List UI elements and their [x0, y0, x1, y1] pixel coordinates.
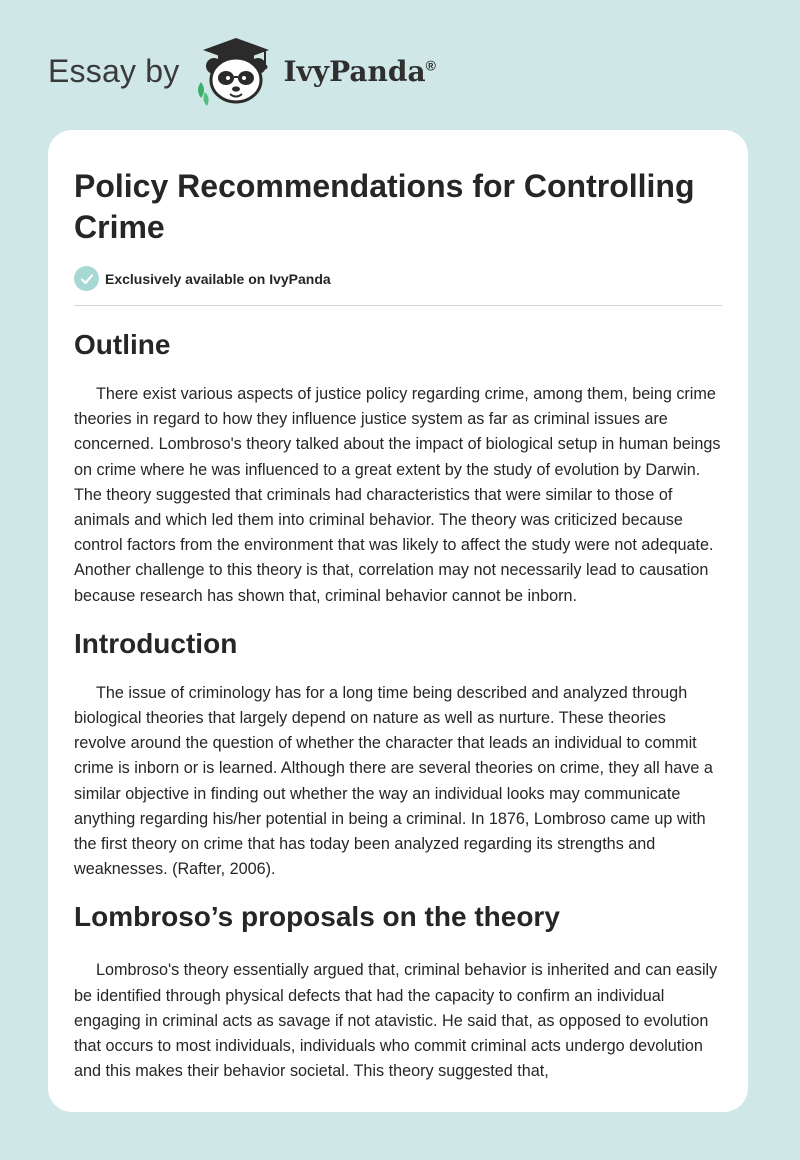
exclusive-label: Exclusively available on IvyPanda: [105, 270, 331, 287]
essay-content: [48, 130, 748, 1084]
essay-card: [48, 130, 748, 1112]
section-text-lombroso: Lombroso's theory essentially argued that, criminal behavior is inherited and can easily be identified through physical defects that had the capacity to confirm an individual engaging in criminal acts as savage if not atavistic. He said that, as opposed to evolution that occurs to most individuals, individuals who commit criminal acts undergo devolution and this makes their behavior societal. This theory suggested that,: [74, 961, 718, 1081]
check-icon: [74, 266, 99, 291]
essay-title: Policy Recommendations for Controlling Crime: [74, 168, 695, 245]
site-header: [48, 36, 548, 106]
panda-logo-icon[interactable]: [193, 36, 279, 106]
section-text-outline: There exist various aspects of justice policy regarding crime, among them, being crime theories in regard to how they influence justice system as far as criminal issues are concerned. Lombroso's theory talked about the impact of biological setup in human beings on crime where he was influenced to a great extent by the study of evolution by Darwin. The theory suggested that criminals had characteristics that were similar to those of animals and which led them into criminal behavior. The theory was criticized because control factors from the environment that was likely to affect the study were not adequate. Another challenge to this theory is that, correlation may not necessarily lead to causation because research has shown that, criminal behavior cannot be inborn.: [74, 385, 721, 605]
divider: [74, 305, 722, 306]
exclusive-badge: [74, 266, 722, 291]
section-text-introduction: The issue of criminology has for a long time being described and analyzed through biological theories that largely depend on nature as well as nurture. These theories revolve around the question of whether the character that leads an individual to commit crime is inborn or is learned. Although there are several theories on crime, they all have a similar objective in finding out whether the way an individual looks may communicate anything regarding his/her potential in being a criminal. In 1876, Lombroso came up with the first theory on crime that has today been analyzed regarding its strengths and weaknesses. (Rafter, 2006).: [74, 683, 713, 879]
section-heading-outline: Outline: [74, 329, 171, 360]
brand-name[interactable]: [283, 55, 436, 88]
essay-by-label: Essay by: [48, 52, 180, 89]
brand-text: IvyPanda: [283, 54, 426, 88]
trademark-mark: ®: [425, 57, 436, 74]
section-heading-introduction: Introduction: [74, 627, 238, 659]
section-heading-lombroso: Lombroso’s proposals on the theory: [74, 901, 560, 933]
